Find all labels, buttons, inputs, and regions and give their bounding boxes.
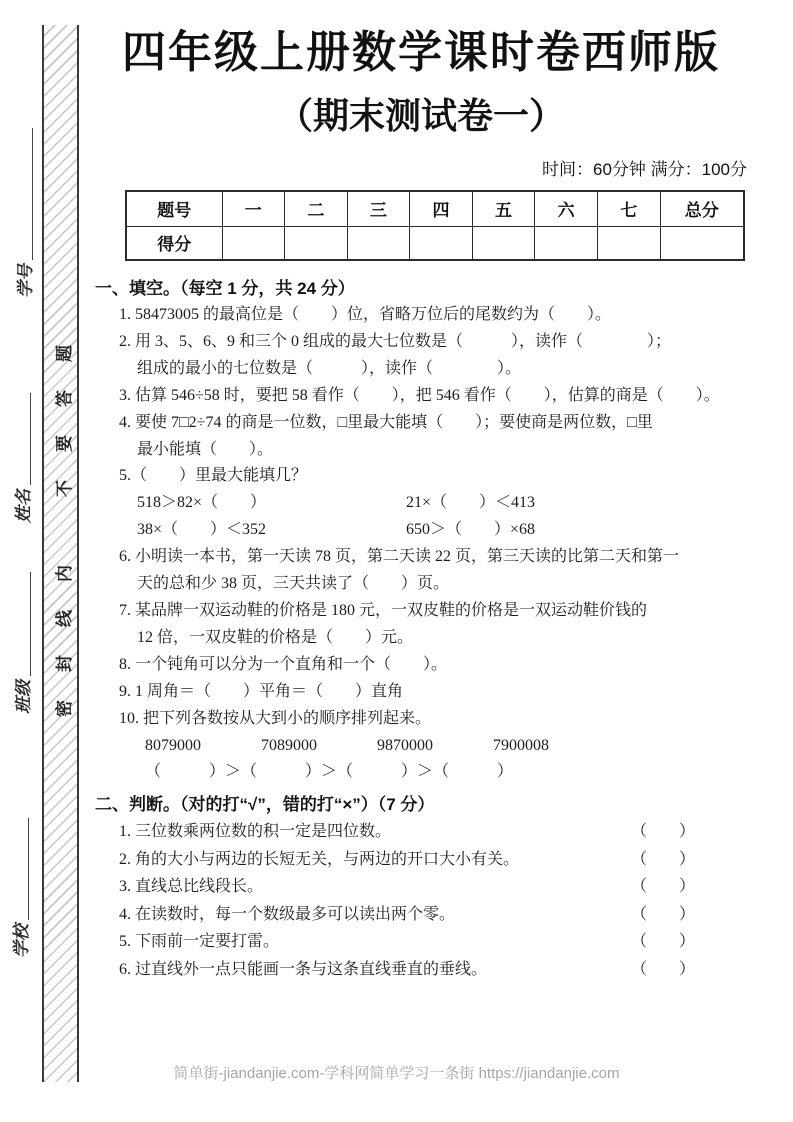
score-cell [472, 226, 535, 260]
exam-title: 四年级上册数学课时卷西师版 [122, 28, 720, 77]
number-value: 7900008 [493, 736, 549, 754]
class-blank-line [30, 572, 31, 676]
judge-answer-bracket: （ ） [630, 823, 695, 841]
score-col-3: 三 [347, 191, 410, 226]
school-field [8, 818, 32, 958]
fill-question-4-line2: 最小能填（ ）。 [137, 440, 274, 458]
fill-question-8: 8. 一个钝角可以分为一个直角和一个（ ）。 [119, 655, 448, 673]
student-name-blank-line [30, 393, 31, 485]
student-number-blank-line [32, 128, 33, 260]
site-watermark: 简单街-jiandanjie.com-学科网简单学习一条街 https://jiandanjie.com [173, 1065, 620, 1082]
school-blank-line [28, 818, 29, 920]
score-col-7: 七 [597, 191, 660, 226]
score-col-total: 总分 [660, 191, 744, 226]
score-cell [535, 226, 598, 260]
judge-item-4 [119, 901, 747, 929]
score-cell-total [660, 226, 744, 260]
score-table [125, 190, 745, 261]
class-field [10, 572, 34, 714]
number-value: 9870000 [377, 736, 433, 754]
seal-text-upper: 不要答题 [55, 317, 74, 497]
judge-answer-bracket: （ ） [630, 878, 695, 896]
expression-2: 21×（ ）＜413 [406, 494, 536, 512]
judge-item-text: 6. 过直线外一点只能画一条与这条直线垂直的垂线。 [119, 960, 488, 978]
fill-question-9: 9. 1 周角＝（ ）平角＝（ ）直角 [119, 682, 404, 700]
fill-question-10-order-blanks: （ ）＞（ ）＞（ ）＞（ ） [145, 763, 514, 781]
school-label: 学校 [12, 924, 31, 958]
student-number-field [12, 128, 36, 298]
judge-item-2 [119, 846, 747, 874]
judge-answer-bracket: （ ） [630, 905, 695, 923]
fill-question-6-line1: 6. 小明读一本书，第一天读 78 页，第二天读 22 页，第三天读的比第二天和第一 [119, 548, 680, 566]
section2-body [95, 818, 747, 983]
judge-item-text: 3. 直线总比线段长。 [119, 878, 264, 896]
judge-item-5 [119, 928, 747, 956]
fill-question-1: 1. 58473005 的最高位是（ ）位，省略万位后的尾数约为（ ）。 [119, 306, 612, 323]
judge-item-6 [119, 956, 747, 984]
judge-item-3 [119, 873, 747, 901]
judge-item-text: 5. 下雨前一定要打雷。 [119, 933, 280, 951]
student-name-field [10, 393, 34, 523]
score-cell [597, 226, 660, 260]
fill-question-7-line2: 12 倍，一双皮鞋的价格是（ ）元。 [137, 628, 414, 646]
number-value: 8079000 [145, 736, 201, 754]
fill-question-5-expr-row1 [137, 490, 747, 517]
judge-answer-bracket: （ ） [630, 960, 695, 978]
score-col-1: 一 [222, 191, 285, 226]
score-col-2: 二 [285, 191, 348, 226]
number-value: 7089000 [261, 736, 317, 754]
score-col-4: 四 [410, 191, 473, 226]
section1-body [95, 302, 747, 786]
score-cell [410, 226, 473, 260]
judge-item-text: 2. 角的大小与两边的长短无关，与两边的开口大小有关。 [119, 850, 520, 868]
class-label: 班级 [14, 680, 33, 714]
fill-question-4-line1: 4. 要使 7□2÷74 的商是一位数，□里最大能填（ ）；要使商是两位数，□里 [119, 413, 653, 431]
score-table-corner-label: 题号 [126, 191, 222, 226]
seal-line-warning-text [50, 317, 72, 717]
score-cell [222, 226, 285, 260]
judge-item-text: 4. 在读数时，每一个数级最多可以读出两个零。 [119, 905, 456, 923]
score-col-5: 五 [472, 191, 535, 226]
student-number-label: 学号 [16, 264, 35, 298]
judge-item-text: 1. 三位数乘两位数的积一定是四位数。 [119, 823, 392, 841]
judge-item-1 [119, 818, 747, 846]
judge-answer-bracket: （ ） [630, 933, 695, 951]
fill-question-5-expr-row2 [137, 517, 747, 544]
fill-question-5: 5.（ ）里最大能填几？ [119, 467, 308, 485]
exam-subtitle: （期末测试卷一） [276, 95, 565, 136]
score-col-6: 六 [535, 191, 598, 226]
score-cell [347, 226, 410, 260]
fill-question-6-line2: 天的总和少 38 页，三天共读了（ ）页。 [137, 575, 450, 593]
fill-question-2-line2: 组成的最小的七位数是（ ），读作（ ）。 [137, 359, 522, 377]
judge-answer-bracket: （ ） [630, 850, 695, 868]
section2-heading: 二、判断。（对的打“√”，错的打“×”）（7 分） [95, 795, 435, 815]
fill-question-3: 3. 估算 546÷58 时，要把 58 看作（ ），把 546 看作（ ），估算的商是（ ）。 [119, 386, 720, 404]
seal-text-lower: 密封线内 [55, 537, 74, 717]
exam-content [95, 22, 747, 983]
score-row-label: 得分 [126, 226, 222, 260]
expression-3: 38×（ ）＜352 [137, 521, 267, 539]
score-cell [285, 226, 348, 260]
expression-4: 650＞（ ）×68 [406, 521, 536, 539]
student-name-label: 姓名 [14, 489, 33, 523]
fill-question-10: 10. 把下列各数按从大到小的顺序排列起来。 [119, 709, 432, 727]
expression-1: 518＞82×（ ） [137, 494, 267, 512]
fill-question-10-numbers [145, 733, 747, 760]
fill-question-2-line1: 2. 用 3、5、6、9 和三个 0 组成的最大七位数是（ ），读作（ ）； [119, 332, 672, 350]
fill-question-7-line1: 7. 某品牌一双运动鞋的价格是 180 元，一双皮鞋的价格是一双运动鞋价钱的 [119, 601, 648, 619]
exam-time-score-info: 时间：60分钟 满分：100分 [542, 160, 747, 179]
section1-heading: 一、填空。（每空 1 分，共 24 分） [95, 279, 355, 298]
